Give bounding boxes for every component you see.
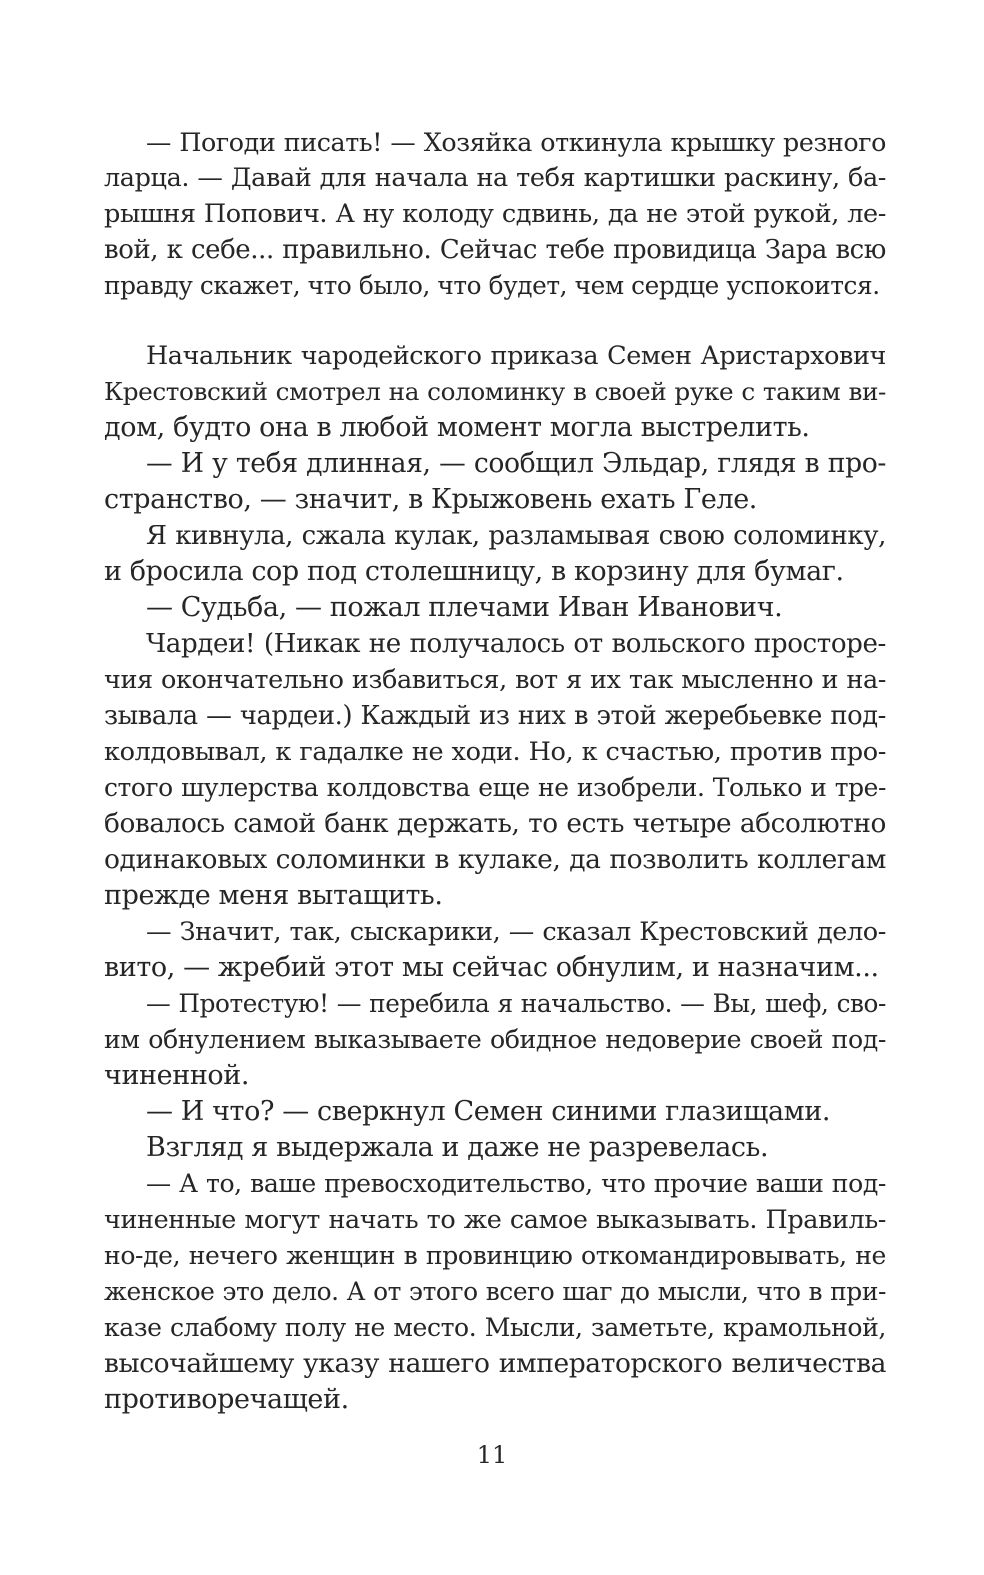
text-line: противоречащей. — [104, 1384, 349, 1415]
text-line: Чардеи! (Никак не получалось от вольского просторе- — [146, 629, 886, 659]
text-line: колдовывал, к гадалке не ходи. Но, к счастью, против про- — [104, 737, 886, 767]
text-line: вито, — жребий этот мы сейчас обнулим, и назначим... — [104, 952, 879, 983]
text-line: — Протестую! — перебила я начальство. — Вы, шеф, сво- — [146, 989, 886, 1018]
text-line: Я кивнула, сжала кулак, разламывая свою соломинку, — [146, 521, 886, 551]
text-line: — Значит, так, сыскарики, — сказал Крестовский дело- — [146, 917, 886, 947]
text-line: правду скажет, что было, что будет, чем сердце успокоится. — [104, 271, 880, 300]
text-line: Начальник чародейского приказа Семен Аристархович — [146, 341, 886, 371]
text-line: им обнулением выказываете обидное недоверие своей под- — [104, 1025, 886, 1054]
text-line: — И что? — сверкнул Семен синими глазищами. — [146, 1096, 831, 1127]
text-line: стого шулерства колдовства еще не изобрели. Только и тре- — [104, 773, 886, 802]
section-break — [104, 304, 886, 338]
text-line: и бросила сор под столешницу, в корзину для бумаг. — [104, 556, 844, 587]
text-line: женское это дело. А от этого всего шаг до мысли, что в при- — [104, 1277, 886, 1306]
text-line: зывала — чардеи.) Каждый из них в этой жеребьевке под- — [104, 701, 886, 731]
text-line: вой, к себе... правильно. Сейчас тебе провидица Зара всю — [104, 235, 886, 265]
text-line: казе слабому полу не место. Мысли, заметьте, крамольной, — [104, 1313, 886, 1342]
text-line: чия окончательно избавиться, вот я их так мысленно и на- — [104, 665, 886, 695]
text-line: чиненные могут начать то же самое выказывать. Правиль- — [104, 1205, 886, 1235]
text-line: высочайшему указу нашего императорского величества — [104, 1348, 886, 1379]
text-line: Взгляд я выдержала и даже не разревелась. — [146, 1132, 769, 1163]
text-line: одинаковых соломинки в кулаке, да позволить коллегам — [104, 844, 886, 875]
page-body — [104, 124, 886, 1418]
text-line: дом, будто она в любой момент могла выстрелить. — [104, 412, 810, 443]
text-line: — Погоди писать! — Хозяйка откинула крышку резного — [146, 127, 886, 157]
text-line: Крестовский смотрел на соломинку в своей руке с таким ви- — [104, 377, 886, 406]
text-line: — И у тебя длинная, — сообщил Эльдар, глядя в про- — [146, 448, 886, 479]
text-line: чиненной. — [104, 1060, 250, 1091]
text-line: но-де, нечего женщин в провинцию откомандировывать, не — [104, 1241, 886, 1270]
text-line: рышня Попович. А ну колоду сдвинь, да не этой рукой, ле- — [104, 199, 886, 229]
text-line: странство, — значит, в Крыжовень ехать Геле. — [104, 484, 757, 515]
text-line: — Судьба, — пожал плечами Иван Иванович. — [146, 592, 783, 623]
text-line: ларца. — Давай для начала на тебя картишки раскину, ба- — [104, 163, 886, 193]
page-number: 11 — [476, 1441, 508, 1469]
text-line: — А то, ваше превосходительство, что прочие ваши под- — [146, 1169, 886, 1198]
text-line: прежде меня вытащить. — [104, 880, 443, 911]
text-line: бовалось самой банк держать, то есть четыре абсолютно — [104, 809, 886, 839]
